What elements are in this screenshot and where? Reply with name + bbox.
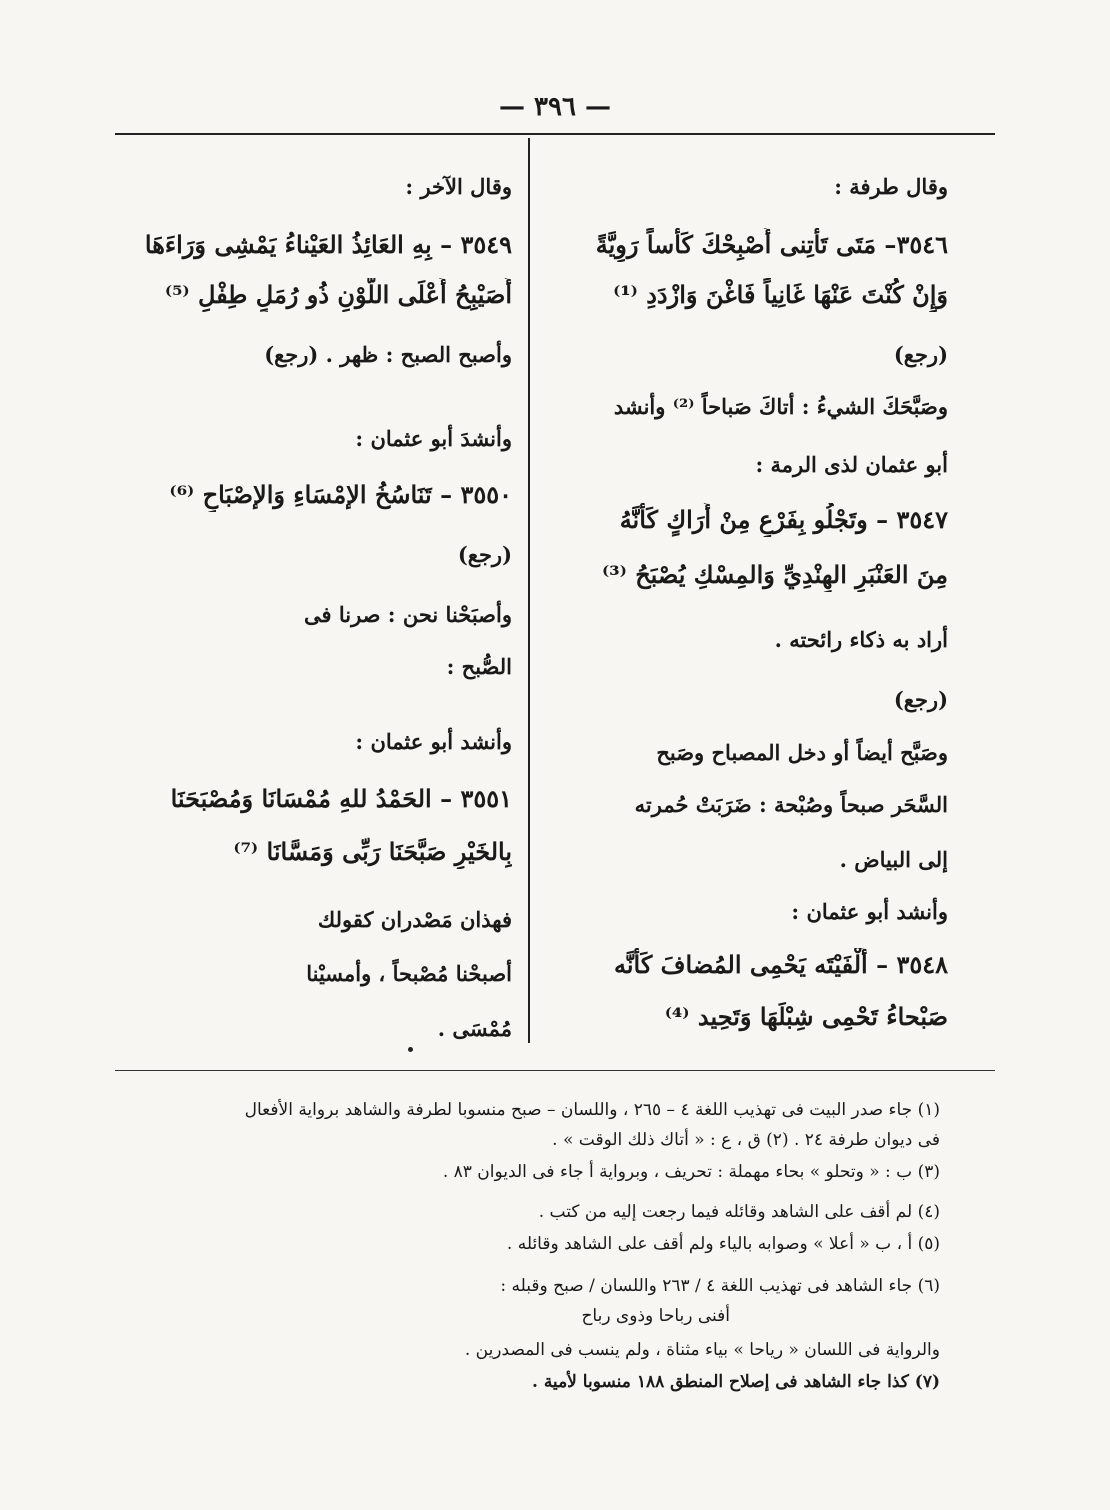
ink-dot xyxy=(408,1047,413,1052)
left-column-line: مُمْسَى . xyxy=(437,1016,512,1041)
left-column-line: بِالخَيْرِ صَبَّحَنَا رَبِّى وَمَسَّانَا ⁽⁷⁾ xyxy=(233,837,512,866)
footnote-line: (٦) جاء الشاهد فى تهذيب اللغة ٤ / ٢٦٣ واللسان / صبح وقبله : xyxy=(500,1276,940,1296)
footnote-line: (٤) لم أقف على الشاهد وقائله فيما رجعت إليه من كتب . xyxy=(538,1202,940,1222)
right-column-line: (رجع) xyxy=(893,342,948,367)
footnote-line: (٣) ب : « وتحلو » بحاء مهملة : تحريف ، وبرواية أ جاء فى الديوان ٨٣ . xyxy=(442,1162,940,1182)
page-number: — ٣٩٦ — xyxy=(498,92,612,122)
right-column-line: وصَبَّحَكَ الشيءُ : أتاكَ صَباحاً ⁽²⁾ وأنشد xyxy=(613,394,948,419)
right-column-line: أراد به ذكاء رائحته . xyxy=(774,627,948,652)
left-column-line: أُصَيْبِحُ أَعْلَى اللَّوْنِ ذُو رُمَلٍ طِفْلِ ⁽⁵⁾ xyxy=(164,280,512,309)
left-column-line: وقال الآخر : xyxy=(405,174,512,199)
left-column-line: وأنشد أبو عثمان : xyxy=(355,729,512,754)
right-column-line: وَإِنْ كُنْتَ عَنْهَا غَانِياً فَاغْنَ وَازْدَدِ ⁽¹⁾ xyxy=(613,280,948,309)
left-column-line: أصبحْنا مُصْبحاً ، وأمسيْنا xyxy=(306,961,512,986)
header-rule xyxy=(115,133,995,135)
left-column-line: وأصبح الصبح : ظهر . (رجع) xyxy=(264,342,512,367)
left-column-line: الصُّبح : xyxy=(446,654,512,679)
right-column-line: (رجع) xyxy=(893,687,948,712)
right-column-line: وقال طرفة : xyxy=(834,174,948,199)
footnote-line: والرواية فى اللسان « رياحا » بياء مثناة ، ولم ينسب فى المصدرين . xyxy=(464,1340,940,1360)
left-column-line: ٣٥٥٠ – تَنَاسُخُ الإمْسَاءِ وَالإصْبَاحِ ⁽⁶⁾ xyxy=(169,480,512,509)
right-column-line: مِنَ العَنْبَرِ الهِنْدِيِّ وَالمِسْكِ يُصْبَحُ ⁽³⁾ xyxy=(602,560,948,589)
left-column-line: وأنشدَ أبو عثمان : xyxy=(355,426,512,451)
left-column-line: ٣٥٥١ – الحَمْدُ للهِ مُمْسَانَا وَمُصْبَحَنَا xyxy=(170,784,512,813)
footnote-rule xyxy=(115,1070,995,1071)
right-column-line: ٣٥٤٧ – وتَجْلُو بِفَرْعٍ مِنْ أَرَاكٍ كَأَنَّهُ xyxy=(619,505,948,534)
right-column-line: إلى البياض . xyxy=(839,847,948,872)
footnote-line: أفنى رباحا وذوى رباح xyxy=(581,1306,730,1326)
right-column-line: صَبْحاءُ تَحْمِى شِبْلَهَا وَتَحِيد ⁽⁴⁾ xyxy=(664,1002,948,1031)
footnote-line: (٧) كذا جاء الشاهد فى إصلاح المنطق ١٨٨ منسوبا لأمية . xyxy=(531,1372,940,1392)
footnote-line: (١) جاء صدر البيت فى تهذيب اللغة ٤ – ٢٦٥ ، واللسان – صبح منسوبا لطرفة والشاهد برواية الأفعال xyxy=(244,1100,940,1120)
left-column-line: (رجع) xyxy=(457,542,512,567)
right-column-line: ٣٥٤٦– مَتَى تَأْتِنى أُصْبِحْكَ كَأْساً رَوِيَّةً xyxy=(595,230,948,259)
right-column-line: ٣٥٤٨ – أَلْفَيْتَه يَحْمِى المُضافَ كَأَنَّه xyxy=(613,950,948,979)
left-column-line: فهذان مَصْدران كقولك xyxy=(317,907,512,932)
left-column-line: ٣٥٤٩ – بِهِ العَائِذُ العَيْناءُ يَمْشِى وَرَاءَهَا xyxy=(144,230,512,259)
left-column-line: وأصبَحْنا نحن : صرنا فى xyxy=(303,602,512,627)
footnote-line: (٥) أ ، ب « أعلا » وصوابه بالياء ولم أقف على الشاهد وقائله . xyxy=(506,1234,940,1254)
footnote-line: فى ديوان طرفة ٢٤ . (٢) ق ، ع : « أتاك ذلك الوقت » . xyxy=(552,1130,940,1150)
column-divider xyxy=(528,138,530,1043)
right-column-line: أبو عثمان لذى الرمة : xyxy=(755,452,948,477)
right-column-line: وصَبَّح أيضاً أو دخل المصباح وصَبح xyxy=(656,740,948,765)
right-column-line: السَّحَر صبحاً وصُبْحة : ضَرَبَتْ حُمرته xyxy=(634,792,948,817)
right-column-line: وأنشد أبو عثمان : xyxy=(791,899,948,924)
